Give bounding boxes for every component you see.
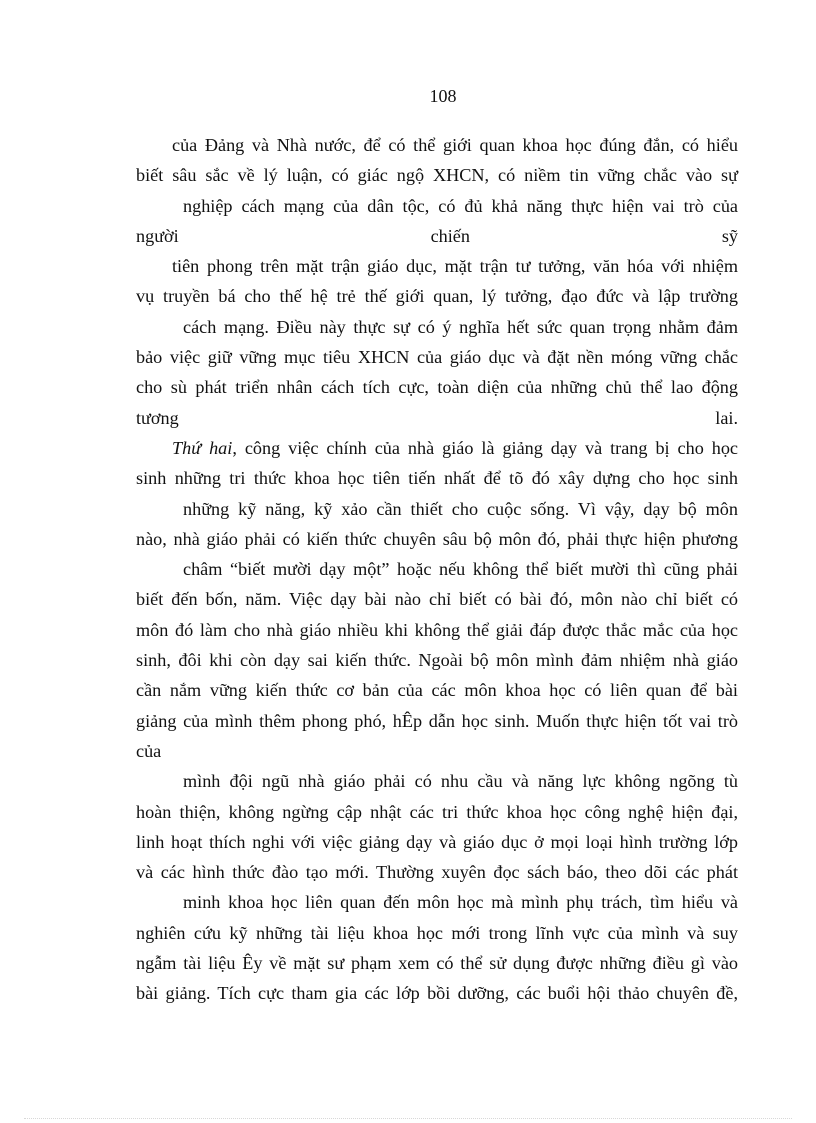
text-line: giảng của mình thêm phong phó, hÊp dẫn học sinh. Muốn thực hiện tốt vai trò: [136, 710, 738, 731]
text-line: của Đảng và Nhà nước, để có thể giới quan khoa học đúng đắn, có hiểu: [172, 135, 738, 155]
text-line: nghiên cứu kỹ những tài liệu khoa học mới trong lĩnh vực của mình và suy: [136, 922, 738, 943]
text-line: người chiến sỹ: [136, 225, 738, 246]
text-line: cần nắm vững kiến thức cơ bản của các môn khoa học có liên quan để bài: [136, 680, 738, 701]
italic-lead: Thứ hai: [172, 437, 233, 458]
text-line: sinh những tri thức khoa học tiên tiến nhất để tõ đó xây dựng cho học sinh: [136, 468, 738, 489]
text-line: linh hoạt thích nghi với việc giảng dạy và giáo dục ở mọi loại hình trường lớp: [136, 831, 738, 852]
text-line: cách mạng. Điều này thực sự có ý nghĩa hết sức quan trọng nhằm đảm: [183, 316, 738, 337]
text-line: biết đến bốn, năm. Việc dạy bài nào chỉ biết có bài đó, môn nào chỉ biết có: [136, 589, 738, 610]
body-text: [136, 130, 738, 1009]
line-text: , công việc chính của nhà giáo là giảng dạy và trang bị cho học: [232, 437, 739, 458]
text-line: của: [136, 740, 162, 761]
text-line: biết sâu sắc về lý luận, có giác ngộ XHCN, có niềm tin vững chắc vào sự: [136, 165, 738, 186]
text-line: nghiệp cách mạng của dân tộc, có đủ khả năng thực hiện vai trò của: [183, 195, 738, 216]
page-number: 108: [429, 86, 457, 106]
text-line: tương lai.: [136, 407, 738, 428]
text-line: nào, nhà giáo phải có kiến thức chuyên sâu bộ môn đó, phải thực hiện phương: [136, 528, 738, 549]
text-line: môn đó làm cho nhà giáo nhiều khi không thể giải đáp được thắc mắc của học: [136, 619, 738, 640]
text-line: ngẫm tài liệu Êy về mặt sư phạm xem có thể sử dụng được những điều gì vào: [136, 953, 738, 974]
page-bottom-border: [24, 1118, 792, 1119]
text-line: châm “biết mười dạy một” hoặc nếu không thể biết mười thì cũng phải: [183, 559, 738, 580]
text-line: và các hình thức đào tạo mới. Thường xuyên đọc sách báo, theo dõi các phát: [136, 862, 738, 883]
text-line: cho sù phát triển nhân cách tích cực, toàn diện của những chủ thể lao động: [136, 377, 738, 398]
text-line: tiên phong trên mặt trận giáo dục, mặt trận tư tưởng, văn hóa với nhiệm: [172, 256, 738, 277]
text-line: [136, 433, 738, 463]
text-line: sinh, đôi khi còn dạy sai kiến thức. Ngoài bộ môn mình đảm nhiệm nhà giáo: [136, 650, 738, 671]
text-line: mình đội ngũ nhà giáo phải có nhu cầu và năng lực không ngõng tù: [183, 771, 738, 792]
text-line: bảo việc giữ vững mục tiêu XHCN của giáo dục và đặt nền móng vững chắc: [136, 347, 738, 368]
text-line: bài giảng. Tích cực tham gia các lớp bồi dưỡng, các buổi hội thảo chuyên đề,: [136, 983, 738, 1004]
text-line: minh khoa học liên quan đến môn học mà mình phụ trách, tìm hiểu và: [183, 892, 738, 913]
text-line: những kỹ năng, kỹ xảo cần thiết cho cuộc sống. Vì vậy, dạy bộ môn: [183, 498, 738, 519]
text-line: vụ truyền bá cho thế hệ trẻ thế giới quan, lý tưởng, đạo đức và lập trường: [136, 286, 738, 307]
text-line: hoàn thiện, không ngừng cập nhật các tri thức khoa học công nghệ hiện đại,: [136, 801, 738, 822]
